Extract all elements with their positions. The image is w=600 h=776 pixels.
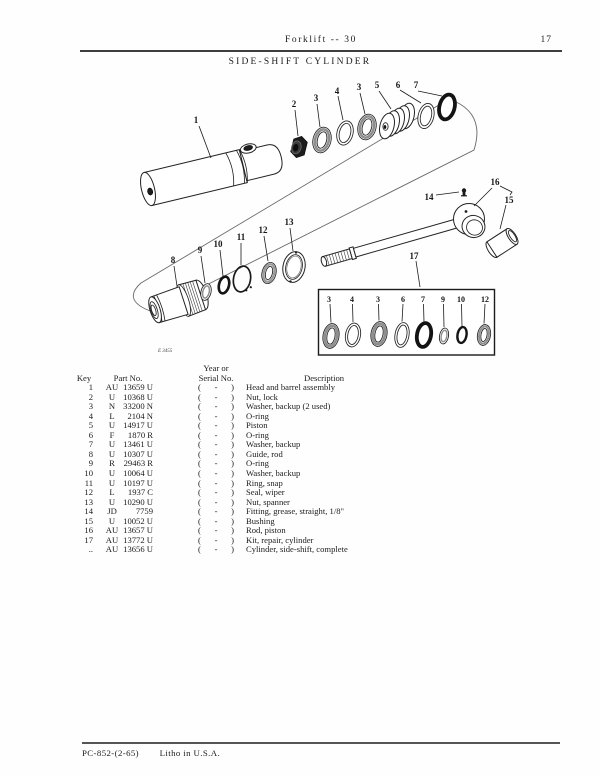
row-part-number: 33200 N <box>123 401 153 412</box>
row-key: 8 <box>88 448 93 459</box>
serial-close-paren: ) <box>231 401 234 412</box>
row-part-number: 2104 N <box>127 410 153 421</box>
serial-dash: - <box>214 410 218 421</box>
callout-14: 14 <box>424 192 434 202</box>
serial-close-paren: ) <box>231 468 234 479</box>
serial-dash: - <box>214 458 218 469</box>
serial-close-paren: ) <box>231 429 234 440</box>
serial-close-paren: ) <box>231 477 234 488</box>
part-11-snap-ring <box>231 265 253 294</box>
callout-7: 7 <box>413 80 419 90</box>
kit-label: 7 <box>421 295 425 304</box>
row-description: Seal, wiper <box>246 487 285 498</box>
serial-close-paren: ) <box>231 544 234 555</box>
row-description: Fitting, grease, straight, 1/8" <box>246 506 345 517</box>
serial-dash: - <box>214 448 218 459</box>
row-description: O-ring <box>246 458 269 469</box>
row-part-number: 13656 U <box>123 544 153 555</box>
row-serial-column <box>195 545 237 555</box>
serial-open-paren: ( <box>198 525 201 536</box>
column-header-key: Key <box>76 372 92 383</box>
serial-open-paren: ( <box>198 429 201 440</box>
row-description: Head and barrel assembly <box>246 382 336 393</box>
part-7-o-ring <box>437 93 458 121</box>
row-key: 3 <box>88 401 93 412</box>
row-part-prefix: L <box>109 410 115 421</box>
serial-close-paren: ) <box>231 534 234 545</box>
part-15-bushing <box>484 227 521 260</box>
row-part-prefix: F <box>109 429 115 440</box>
row-description: Kit, repair, cylinder <box>246 534 314 545</box>
part-1-barrel <box>137 137 285 207</box>
row-part-number: 1870 R <box>127 429 153 440</box>
part-13-spanner-nut <box>280 250 308 285</box>
serial-dash: - <box>214 544 218 555</box>
row-part-number: 1937 C <box>127 487 153 498</box>
part-12-wiper-seal <box>260 261 279 285</box>
row-part-number: 10368 U <box>123 391 153 402</box>
callout-13: 13 <box>284 217 294 227</box>
row-part-prefix: JD <box>107 506 117 517</box>
serial-open-paren: ( <box>198 506 201 517</box>
kit-label: 12 <box>481 295 489 304</box>
row-part-prefix: AU <box>105 525 119 536</box>
row-part-number: 13772 U <box>123 534 153 545</box>
row-part-prefix: U <box>108 439 116 450</box>
callout-12: 12 <box>258 225 268 235</box>
serial-open-paren: ( <box>198 448 201 459</box>
parts-table <box>75 364 545 555</box>
row-part-number: 13657 U <box>123 525 153 536</box>
kit-label: 10 <box>457 295 465 304</box>
serial-dash: - <box>214 439 218 450</box>
header-rule <box>80 50 562 52</box>
table-body <box>75 383 545 555</box>
callout-9: 9 <box>197 245 203 255</box>
row-part-prefix: N <box>108 401 116 412</box>
callout-8: 8 <box>170 255 176 265</box>
page-header-title: Forklift -- 30 <box>284 35 357 45</box>
callout-10: 10 <box>213 239 223 249</box>
serial-open-paren: ( <box>198 382 201 393</box>
row-key: 13 <box>84 496 93 507</box>
row-description: Bushing <box>246 515 275 526</box>
serial-open-paren: ( <box>198 458 201 469</box>
row-key: 15 <box>84 515 93 526</box>
row-key: 4 <box>88 410 93 421</box>
callout-6: 6 <box>395 80 401 90</box>
kit-label: 6 <box>401 295 405 304</box>
serial-dash: - <box>214 534 218 545</box>
row-key: 16 <box>84 525 93 536</box>
serial-open-paren: ( <box>198 487 201 498</box>
serial-close-paren: ) <box>231 391 234 402</box>
exploded-parts-diagram <box>60 70 540 370</box>
column-header-part-no: Part No. <box>113 372 143 383</box>
serial-close-paren: ) <box>231 487 234 498</box>
row-part-number: 10064 U <box>123 468 153 479</box>
kit-label: 9 <box>441 295 445 304</box>
row-part-number: 13461 U <box>123 439 153 450</box>
row-part-prefix: U <box>108 391 116 402</box>
row-part-prefix: R <box>109 458 115 469</box>
part-2-lock-nut <box>289 135 308 160</box>
part-5-piston <box>377 102 417 141</box>
row-part-prefix: U <box>108 515 116 526</box>
serial-dash: - <box>214 468 218 479</box>
callout-11: 11 <box>236 232 246 242</box>
serial-open-paren: ( <box>198 515 201 526</box>
rod-eye <box>454 204 489 241</box>
row-description: O-ring <box>246 410 269 421</box>
serial-open-paren: ( <box>198 477 201 488</box>
serial-dash: - <box>214 496 218 507</box>
row-key: 17 <box>84 534 93 545</box>
row-key: 10 <box>84 468 93 479</box>
serial-close-paren: ) <box>231 382 234 393</box>
serial-dash: - <box>214 401 218 412</box>
part-17-repair-kit <box>319 290 495 356</box>
part-16-piston-rod <box>320 218 458 268</box>
serial-open-paren: ( <box>198 544 201 555</box>
row-part-number: 13659 U <box>123 382 153 393</box>
serial-close-paren: ) <box>231 515 234 526</box>
row-part-prefix: L <box>109 487 115 498</box>
row-part-number: 14917 U <box>123 420 153 431</box>
row-part-prefix: AU <box>105 382 119 393</box>
serial-close-paren: ) <box>231 458 234 469</box>
serial-open-paren: ( <box>198 439 201 450</box>
serial-close-paren: ) <box>231 420 234 431</box>
row-part-prefix: AU <box>105 534 119 545</box>
serial-close-paren: ) <box>231 448 234 459</box>
row-description: Washer, backup <box>246 468 301 479</box>
page-number: 17 <box>540 35 552 45</box>
row-key: 14 <box>84 506 93 517</box>
cylinder-ghost-outline <box>133 99 477 312</box>
row-part-number: 29463 R <box>123 458 153 469</box>
row-key: .. <box>88 544 93 555</box>
serial-open-paren: ( <box>198 468 201 479</box>
serial-close-paren: ) <box>231 506 234 517</box>
row-part-prefix: U <box>108 448 116 459</box>
callout-16: 16 <box>490 177 500 187</box>
serial-dash: - <box>214 477 218 488</box>
callout-5: 5 <box>374 80 380 90</box>
figure-reference: E 3455 <box>158 349 173 354</box>
row-description: Guide, rod <box>246 448 283 459</box>
part-8-rod-guide <box>145 277 211 327</box>
row-description: O-ring <box>246 429 269 440</box>
serial-open-paren: ( <box>198 420 201 431</box>
serial-open-paren: ( <box>198 401 201 412</box>
column-header-serial-line2: Serial No. <box>198 372 234 383</box>
column-header-serial-line1: Year or <box>203 363 229 373</box>
row-part-prefix: AU <box>105 544 119 555</box>
callout-3: 3 <box>313 93 319 103</box>
row-part-prefix: U <box>108 477 116 488</box>
row-key: 5 <box>88 420 93 431</box>
serial-dash: - <box>214 525 218 536</box>
serial-open-paren: ( <box>198 534 201 545</box>
serial-close-paren: ) <box>231 496 234 507</box>
serial-dash: - <box>214 382 218 393</box>
row-description: Nut, spanner <box>246 496 290 507</box>
callout-15: 15 <box>504 195 514 205</box>
row-key: 2 <box>88 391 93 402</box>
serial-close-paren: ) <box>231 525 234 536</box>
page-footer <box>82 748 220 758</box>
part-14-grease-fitting <box>461 188 467 196</box>
section-title: SIDE-SHIFT CYLINDER <box>228 57 372 67</box>
row-part-number: 7759 <box>135 506 153 517</box>
part-3-backup-washer <box>310 125 334 155</box>
part-6-backup-washer <box>415 102 436 131</box>
row-part-prefix: U <box>108 420 116 431</box>
callout-3b: 3 <box>356 82 362 92</box>
row-description: Cylinder, side-shift, complete <box>246 544 348 555</box>
row-key: 7 <box>88 439 93 450</box>
serial-dash: - <box>214 391 218 402</box>
kit-label: 3 <box>327 295 331 304</box>
row-key: 11 <box>84 477 93 488</box>
row-key: 12 <box>84 487 93 498</box>
callout-4: 4 <box>334 86 340 96</box>
row-description: Washer, backup <box>246 439 301 450</box>
table-row <box>75 545 545 555</box>
row-description: Piston <box>246 420 268 431</box>
row-part-number: 10307 U <box>123 448 153 459</box>
part-3-backup-washer-second <box>355 112 379 142</box>
row-part-number: 10197 U <box>123 477 153 488</box>
row-part-number: 10290 U <box>123 496 153 507</box>
serial-open-paren: ( <box>198 410 201 421</box>
kit-label: 3 <box>376 295 380 304</box>
row-description: Washer, backup (2 used) <box>246 401 331 412</box>
row-part-prefix: U <box>108 468 116 479</box>
row-key: 9 <box>88 458 93 469</box>
row-key: 1 <box>88 382 93 393</box>
footer-litho-note: Litho in U.S.A. <box>159 748 221 758</box>
serial-close-paren: ) <box>231 439 234 450</box>
serial-open-paren: ( <box>198 391 201 402</box>
serial-dash: - <box>214 487 218 498</box>
callout-17: 17 <box>409 251 419 261</box>
kit-label: 4 <box>350 295 354 304</box>
row-part-number: 10052 U <box>123 515 153 526</box>
footer-rule <box>82 742 560 744</box>
serial-dash: - <box>214 506 218 517</box>
serial-open-paren: ( <box>198 496 201 507</box>
footer-publication-code: PC-852-(2-65) <box>82 748 139 758</box>
row-description: Nut, lock <box>246 391 278 402</box>
row-description: Rod, piston <box>246 525 286 536</box>
serial-dash: - <box>214 420 218 431</box>
serial-close-paren: ) <box>231 410 234 421</box>
serial-dash: - <box>214 429 218 440</box>
row-key: 6 <box>88 429 93 440</box>
callout-2: 2 <box>291 99 297 109</box>
row-part-prefix: U <box>108 496 116 507</box>
callout-1: 1 <box>193 115 199 125</box>
part-4-o-ring <box>334 119 355 147</box>
row-description: Ring, snap <box>246 477 283 488</box>
column-header-description: Description <box>304 372 345 383</box>
serial-dash: - <box>214 515 218 526</box>
